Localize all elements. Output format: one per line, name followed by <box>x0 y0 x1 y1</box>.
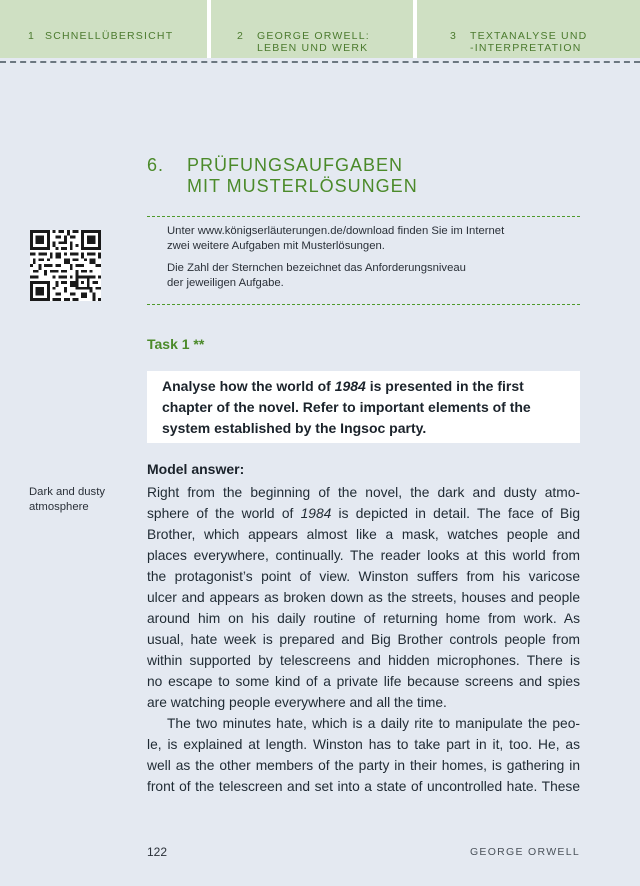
nav-tab-schnelluebersicht[interactable] <box>0 0 207 58</box>
nav-tab-label: SCHNELLÜBERSICHT <box>45 30 174 42</box>
chapter-navigation <box>0 0 640 58</box>
task-prompt-emphasis: 1984 <box>334 378 366 394</box>
body-line: the protagonist’s point of view. Winston suffers from his varicose <box>147 569 580 584</box>
margin-note: Dark and dusty atmosphere <box>29 486 105 513</box>
body-line: well as the other members of the party in their homes, is gathering in <box>147 758 580 773</box>
body-line: le, is explained at length. Winston has to take part in it, too. He, as <box>147 737 580 752</box>
nav-tab-number: 3 <box>450 30 458 42</box>
task-prompt-text: Analyse how the world of <box>162 378 335 394</box>
info-line: Die Zahl der Sternchen bezeichnet das Anforderungsniveau <box>167 262 466 274</box>
body-line <box>147 503 580 524</box>
chapter-title: PRÜFUNGSAUFGABEN MIT MUSTERLÖSUNGEN <box>187 155 418 196</box>
task-prompt-box <box>147 371 580 443</box>
info-line: zwei weitere Aufgaben mit Musterlösungen. <box>167 240 385 252</box>
body-line: Brother, which appears almost like a mask, watches people and <box>147 527 580 542</box>
body-line: are watching people everywhere and all the time. <box>147 695 447 710</box>
nav-tab-textanalyse[interactable] <box>417 0 640 58</box>
body-line: usual, hate week is prepared and Big Brother controls people from <box>147 632 580 647</box>
qr-code-icon[interactable] <box>30 230 101 301</box>
task-prompt-text: is presented in the first chapter of the novel. Refer to important elements of the system established by the Ingsoc party. <box>162 378 531 436</box>
body-line: ulcer and appears as broken down as the streets, houses and people <box>147 590 580 605</box>
divider-bottom <box>147 304 580 305</box>
body-line: Right from the beginning of the novel, the dark and dusty atmo- <box>147 485 580 500</box>
nav-tab-label: GEORGE ORWELL: LEBEN UND WERK <box>257 30 370 54</box>
body-line-emphasis: 1984 <box>300 506 332 521</box>
nav-tab-george-orwell[interactable] <box>211 0 413 58</box>
divider-top <box>147 216 580 217</box>
nav-tab-number: 1 <box>28 30 36 42</box>
running-footer: GEORGE ORWELL <box>469 846 580 858</box>
info-line: der jeweiligen Aufgabe. <box>167 277 284 289</box>
body-line: around him on his daily routine of returning home from work. As <box>147 611 580 626</box>
body-line: within supported by telescreens and hidden microphones. There is <box>147 653 580 668</box>
model-answer-heading: Model answer: <box>147 461 245 477</box>
info-line: Unter www.königserläuterungen.de/download finden Sie im Internet <box>167 225 505 237</box>
page-number: 122 <box>147 845 168 859</box>
nav-tab-label: TEXTANALYSE UND -INTERPRETATION <box>470 30 588 54</box>
chapter-heading <box>147 155 418 197</box>
body-line-text: sphere of the world of <box>147 506 301 521</box>
model-answer-body <box>147 482 580 797</box>
header-divider <box>0 61 640 63</box>
body-line: front of the telescreen and set into a state of uncontrolled hate. These <box>147 779 580 794</box>
body-line: The two minutes hate, which is a daily rite to manipulate the peo- <box>167 716 580 731</box>
download-info <box>167 224 577 291</box>
body-line: places everywhere, continually. The reader looks at this world from <box>147 548 580 563</box>
chapter-number: 6. <box>147 155 165 175</box>
nav-tab-number: 2 <box>237 30 245 42</box>
body-line-text: is depicted in detail. The face of Big <box>331 506 580 521</box>
task-title: Task 1 ** <box>147 336 205 352</box>
body-line: no escape to some kind of a private life because screens and spies <box>147 674 580 689</box>
